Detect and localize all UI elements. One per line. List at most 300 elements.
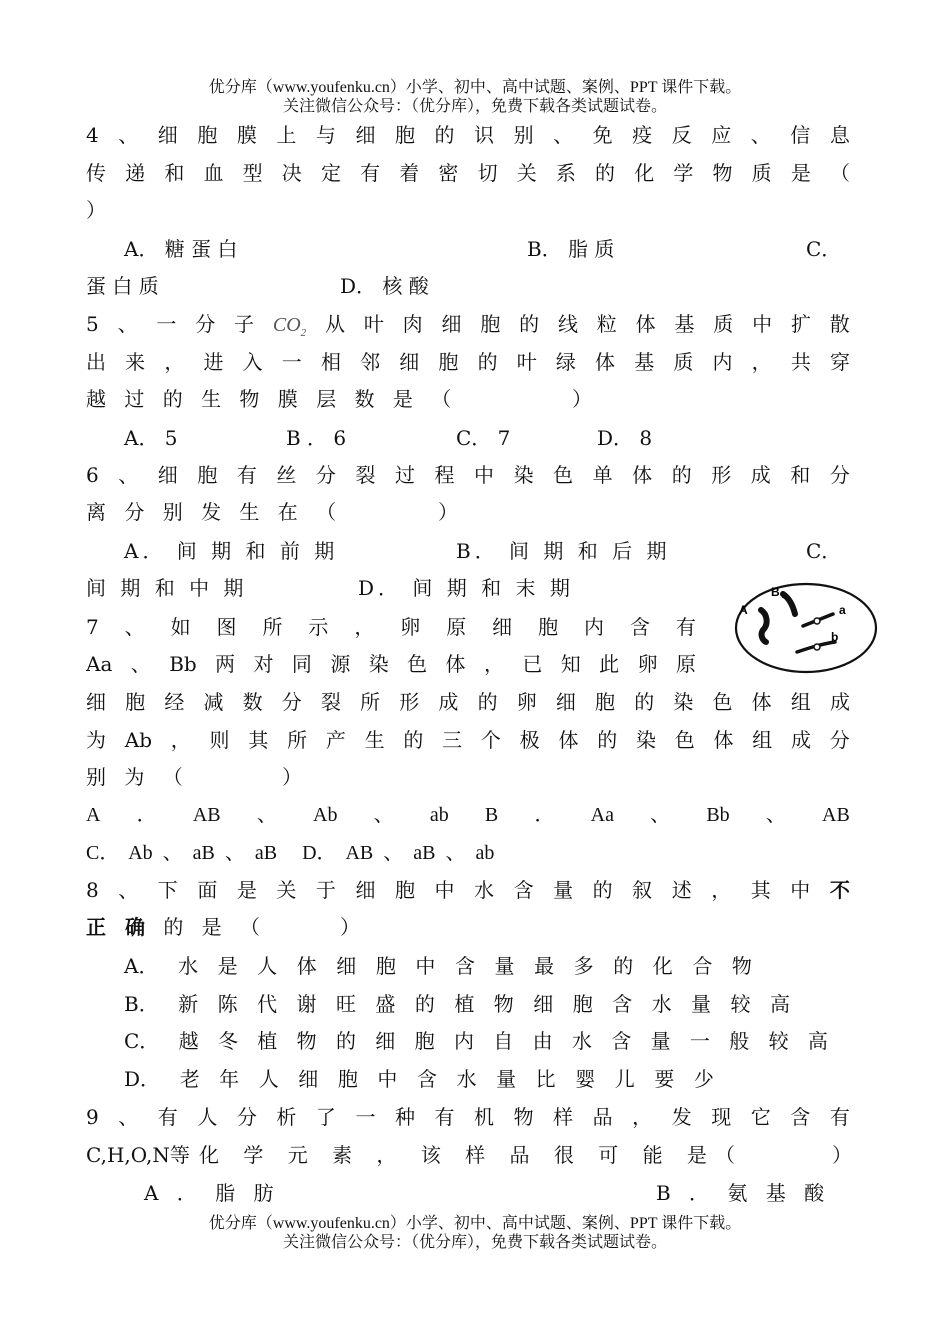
footer-line-1: 优分库（www.youfenku.cn）小学、初中、高中试题、案例、PPT 课件下载。 bbox=[208, 1215, 742, 1232]
text-token: 、 bbox=[118, 1105, 139, 1129]
text-token: 进 bbox=[203, 350, 224, 374]
label-B: B bbox=[771, 585, 780, 599]
text-token: 裂 bbox=[355, 463, 376, 487]
q7-close-paren: ） bbox=[282, 765, 302, 789]
text-token: 品 bbox=[592, 1105, 613, 1129]
text-token: 组 bbox=[790, 690, 811, 714]
text-token: 色 bbox=[553, 463, 574, 487]
q7-line-1 bbox=[86, 614, 696, 640]
text-token: 含 bbox=[611, 1029, 632, 1053]
text-token: 要 bbox=[654, 1067, 675, 1091]
q8-close-paren: ） bbox=[340, 915, 360, 939]
text-token: 胞 bbox=[438, 350, 459, 374]
text-token: 体 bbox=[558, 728, 579, 752]
text-token: 陈 bbox=[217, 992, 238, 1016]
q8-line-1 bbox=[86, 877, 850, 903]
text-token: 三 bbox=[442, 728, 463, 752]
text-token: 产 bbox=[325, 728, 346, 752]
text-token: 质 bbox=[713, 312, 734, 336]
text-token: 细 bbox=[86, 690, 106, 714]
text-token: 它 bbox=[750, 1105, 771, 1129]
text-token: 型 bbox=[242, 161, 263, 185]
text-token: 谢 bbox=[296, 992, 317, 1016]
text-token: 绿 bbox=[555, 350, 576, 374]
text-token: 则 bbox=[209, 728, 230, 752]
q9-line-2: 化 学 元 素 ， 该 样 品 很 可 能 是 bbox=[199, 1143, 716, 1167]
text-token: 经 bbox=[164, 690, 185, 714]
text-token: 代 bbox=[257, 992, 278, 1016]
text-token: 为 bbox=[86, 728, 106, 752]
text-token: 细 bbox=[533, 992, 554, 1016]
text-token: 量 bbox=[650, 1029, 671, 1053]
text-token: 此 bbox=[599, 652, 620, 676]
text-token: 量 bbox=[496, 1067, 517, 1091]
q9-line-1 bbox=[86, 1104, 850, 1130]
text-token: 组 bbox=[752, 728, 773, 752]
text-token: 旺 bbox=[335, 992, 356, 1016]
text-token: 免 bbox=[592, 123, 613, 147]
co2-formula: $CO_2$ bbox=[272, 314, 307, 339]
text-token: 胞 bbox=[197, 463, 218, 487]
q9-close-paren: ） bbox=[832, 1143, 852, 1167]
text-token: 物 bbox=[513, 1105, 534, 1129]
text-token: 多 bbox=[573, 954, 594, 978]
text-token: 述 bbox=[671, 878, 692, 902]
text-token: 着 bbox=[399, 161, 420, 185]
text-token: 内 bbox=[712, 350, 733, 374]
q4-line-1 bbox=[86, 122, 850, 148]
text-token: 出 bbox=[86, 350, 106, 374]
text-token: 细 bbox=[157, 123, 178, 147]
text-token: 、 bbox=[650, 804, 671, 826]
text-token: A bbox=[86, 804, 101, 826]
text-token: 中 bbox=[752, 312, 773, 336]
text-token: 、 bbox=[373, 804, 394, 826]
text-token: 细 bbox=[399, 350, 420, 374]
text-token: 水 bbox=[651, 992, 672, 1016]
text-token: 细 bbox=[355, 123, 376, 147]
text-token: 现 bbox=[711, 1105, 732, 1129]
text-token: 体 bbox=[445, 652, 466, 676]
text-token: 物 bbox=[731, 954, 752, 978]
text-token: 、 bbox=[256, 804, 277, 826]
text-token: 体 bbox=[595, 350, 616, 374]
text-token: （ bbox=[829, 161, 850, 185]
text-token: 年 bbox=[219, 1067, 240, 1091]
text-token: 的 bbox=[403, 728, 424, 752]
text-token: 裂 bbox=[320, 690, 341, 714]
text-token: 较 bbox=[730, 992, 751, 1016]
text-token: 细 bbox=[555, 690, 576, 714]
text-token: 体 bbox=[296, 954, 317, 978]
text-token: 邻 bbox=[360, 350, 381, 374]
text-token: 老 bbox=[179, 1067, 200, 1091]
label-b: b bbox=[831, 630, 839, 644]
text-token: ， bbox=[632, 1105, 653, 1129]
text-token: 疫 bbox=[632, 123, 653, 147]
text-token: 植 bbox=[257, 1029, 278, 1053]
text-token: 最 bbox=[534, 954, 555, 978]
text-token: 别 bbox=[513, 123, 534, 147]
text-token: B bbox=[484, 804, 499, 826]
text-token: 卵 bbox=[637, 652, 658, 676]
text-token: 有 bbox=[236, 463, 257, 487]
text-token: 细 bbox=[336, 954, 357, 978]
text-token: 过 bbox=[394, 463, 415, 487]
text-token: 5 bbox=[86, 312, 99, 336]
text-token: 相 bbox=[320, 350, 341, 374]
text-token: 胞 bbox=[394, 878, 415, 902]
text-token: D． bbox=[124, 1067, 161, 1091]
text-token: 胞 bbox=[595, 690, 616, 714]
text-token: 体 bbox=[632, 463, 653, 487]
text-token: 4 bbox=[86, 123, 99, 147]
text-token: 原 bbox=[675, 652, 696, 676]
text-token: 学 bbox=[673, 161, 694, 185]
text-token: 盛 bbox=[375, 992, 396, 1016]
text-token: 图 bbox=[216, 615, 237, 639]
text-token: ， bbox=[751, 350, 772, 374]
text-token: 量 bbox=[553, 878, 574, 902]
text-token: 、 bbox=[118, 463, 139, 487]
text-token: 一 bbox=[281, 350, 302, 374]
text-token: 原 bbox=[446, 615, 467, 639]
text-token: AB bbox=[192, 804, 221, 826]
q8-line-2 bbox=[86, 914, 266, 940]
text-token: 由 bbox=[532, 1029, 553, 1053]
text-token: 含 bbox=[454, 954, 475, 978]
q4-option-b: B． 脂 质 bbox=[527, 237, 615, 261]
text-token: 是 bbox=[217, 954, 238, 978]
text-token: 冬 bbox=[217, 1029, 238, 1053]
text-token: 成 bbox=[438, 690, 459, 714]
text-token: 知 bbox=[560, 652, 581, 676]
q5-line-3: 越 过 的 生 物 膜 层 数 是 （ bbox=[86, 387, 458, 411]
text-token: 少 bbox=[693, 1067, 714, 1091]
text-token: 程 bbox=[434, 463, 455, 487]
text-token: 胞 bbox=[394, 123, 415, 147]
text-token: 7 bbox=[86, 615, 99, 639]
text-token: 析 bbox=[276, 1105, 297, 1129]
text-token: 胞 bbox=[480, 312, 501, 336]
text-token: 上 bbox=[276, 123, 297, 147]
text-token: 有 bbox=[434, 1105, 455, 1129]
page-header bbox=[0, 78, 950, 116]
text-token: AB bbox=[822, 804, 850, 826]
text-token: 体 bbox=[635, 312, 656, 336]
q6-option-b: B． 间 期 和 后 期 bbox=[456, 539, 671, 563]
text-token: 水 bbox=[178, 954, 199, 978]
text-token: 的 bbox=[477, 690, 498, 714]
text-token: 是 bbox=[236, 878, 257, 902]
text-token: 染 bbox=[635, 728, 656, 752]
text-token: 从 bbox=[325, 312, 345, 336]
text-token: 胞 bbox=[375, 954, 396, 978]
q9-open-paren: （ bbox=[715, 1143, 735, 1167]
text-token: 的 bbox=[613, 954, 634, 978]
text-token: 所 bbox=[287, 728, 308, 752]
text-token: 染 bbox=[513, 463, 534, 487]
text-token: 色 bbox=[407, 652, 428, 676]
q4-close-paren: ） bbox=[86, 198, 106, 222]
text-token: 细 bbox=[375, 1029, 396, 1053]
text-token: 定 bbox=[320, 161, 341, 185]
text-token: 胞 bbox=[337, 1067, 358, 1091]
text-token: 极 bbox=[519, 728, 540, 752]
text-token: 丝 bbox=[276, 463, 297, 487]
text-token: 量 bbox=[691, 992, 712, 1016]
text-token: 染 bbox=[673, 690, 694, 714]
text-token: 和 bbox=[790, 463, 811, 487]
text-token: C． bbox=[124, 1029, 160, 1053]
text-token: 物 bbox=[493, 992, 514, 1016]
text-token: 叙 bbox=[632, 878, 653, 902]
q9-option-a: A ． 脂 肪 bbox=[144, 1181, 280, 1205]
text-token: 内 bbox=[584, 615, 605, 639]
text-token: 的 bbox=[414, 992, 435, 1016]
text-token: ． bbox=[534, 804, 555, 826]
text-token: 一 bbox=[689, 1029, 710, 1053]
q7-line-2 bbox=[86, 651, 696, 677]
text-token: 面 bbox=[197, 878, 218, 902]
text-token: 应 bbox=[711, 123, 732, 147]
text-token: 形 bbox=[399, 690, 420, 714]
q4-line-2 bbox=[86, 160, 850, 186]
text-token: A． bbox=[124, 954, 159, 978]
text-token: 息 bbox=[829, 123, 850, 147]
text-token: 叶 bbox=[363, 312, 384, 336]
text-token: 细 bbox=[355, 878, 376, 902]
text-token: 切 bbox=[477, 161, 498, 185]
text-token: 形 bbox=[711, 463, 732, 487]
text-token: 示 bbox=[308, 615, 329, 639]
label-A: A bbox=[739, 603, 748, 617]
text-token: 了 bbox=[315, 1105, 336, 1129]
text-token: 成 bbox=[791, 728, 812, 752]
q6-option-a: A． 间 期 和 前 期 bbox=[124, 539, 339, 563]
text-token: ， bbox=[170, 728, 191, 752]
q6-line-2: 离 分 别 发 生 在 （ bbox=[86, 500, 343, 524]
text-token: 其 bbox=[750, 878, 771, 902]
text-token: ， bbox=[164, 350, 185, 374]
text-token: 散 bbox=[829, 312, 850, 336]
text-token: 比 bbox=[535, 1067, 556, 1091]
text-token: 的 bbox=[477, 350, 498, 374]
text-token: 色 bbox=[674, 728, 695, 752]
q9-option-b: B ． 氨 基 酸 bbox=[656, 1181, 831, 1205]
q8-emphasis: 正 确 bbox=[86, 915, 151, 939]
q7-options-cd: C． Ab 、 aB 、 aB D． AB 、 aB 、 ab bbox=[86, 842, 495, 864]
text-token: 的 bbox=[592, 878, 613, 902]
text-token: 化 bbox=[634, 161, 655, 185]
text-token: 下 bbox=[157, 878, 178, 902]
text-token: 种 bbox=[394, 1105, 415, 1129]
text-token: 成 bbox=[750, 463, 771, 487]
text-token: 质 bbox=[673, 350, 694, 374]
text-token: 发 bbox=[671, 1105, 692, 1129]
text-token: 单 bbox=[592, 463, 613, 487]
text-token: 、 bbox=[117, 312, 138, 336]
text-token: 的 bbox=[519, 312, 540, 336]
text-token: 9 bbox=[86, 1105, 99, 1129]
text-token: 合 bbox=[692, 954, 713, 978]
text-token: 关 bbox=[516, 161, 537, 185]
text-token: 生 bbox=[364, 728, 385, 752]
text-token: Bb bbox=[169, 652, 197, 676]
chromosome-A bbox=[761, 610, 767, 642]
header-line-1: 优分库（www.youfenku.cn）小学、初中、高中试题、案例、PPT 课件下载。 bbox=[208, 79, 742, 96]
text-token: 、 bbox=[553, 123, 574, 147]
text-token: 所 bbox=[360, 690, 381, 714]
text-token: 样 bbox=[553, 1105, 574, 1129]
text-token: 有 bbox=[157, 1105, 178, 1129]
text-token: 分 bbox=[236, 1105, 257, 1129]
text-token: 分 bbox=[315, 463, 336, 487]
text-token: 胞 bbox=[572, 992, 593, 1016]
text-token: 8 bbox=[86, 878, 99, 902]
text-token: 的 bbox=[434, 123, 455, 147]
text-token: 6 bbox=[86, 463, 99, 487]
text-token: 信 bbox=[790, 123, 811, 147]
q8-stem-end: 的 是 （ bbox=[163, 915, 267, 939]
q7-line-5: 别 为 （ bbox=[86, 765, 189, 789]
text-token: 人 bbox=[257, 954, 278, 978]
q4-option-d: D． 核 酸 bbox=[340, 274, 429, 298]
oocyte-chromosome-diagram bbox=[733, 580, 879, 676]
q4-option-c: C． bbox=[806, 237, 842, 261]
q8-option-a bbox=[124, 953, 752, 979]
text-token: 胞 bbox=[197, 123, 218, 147]
text-token: 水 bbox=[456, 1067, 477, 1091]
text-token: 高 bbox=[807, 1029, 828, 1053]
text-token: 成 bbox=[829, 690, 850, 714]
text-token: 线 bbox=[557, 312, 578, 336]
text-token: 已 bbox=[522, 652, 543, 676]
text-token: 其 bbox=[248, 728, 269, 752]
text-token: Ab bbox=[124, 728, 153, 752]
text-token: 色 bbox=[712, 690, 733, 714]
q6-line-1 bbox=[86, 462, 850, 488]
text-token: 水 bbox=[571, 1029, 592, 1053]
text-token: 密 bbox=[438, 161, 459, 185]
text-token: 含 bbox=[612, 992, 633, 1016]
q6-close-paren: ） bbox=[438, 500, 458, 524]
text-token: 胞 bbox=[538, 615, 559, 639]
text-token: 中 bbox=[377, 1067, 398, 1091]
text-token: 来 bbox=[125, 350, 146, 374]
text-token: 、 bbox=[765, 804, 786, 826]
q8-option-c bbox=[124, 1028, 828, 1054]
text-token: ， bbox=[711, 878, 732, 902]
text-token: 源 bbox=[330, 652, 351, 676]
text-token: 叶 bbox=[516, 350, 537, 374]
text-token: 中 bbox=[434, 878, 455, 902]
text-token: Ab bbox=[313, 804, 338, 826]
q6-option-c-text: 间 期 和 中 期 bbox=[86, 576, 248, 600]
q5-option-d: D． 8 bbox=[597, 426, 653, 450]
text-token: 中 bbox=[474, 463, 495, 487]
text-token: 体 bbox=[713, 728, 734, 752]
text-token: 的 bbox=[597, 728, 618, 752]
q5-option-c: C． 7 bbox=[456, 426, 511, 450]
text-token: 般 bbox=[729, 1029, 750, 1053]
text-token: 膜 bbox=[236, 123, 257, 147]
q6-option-d: D． 间 期 和 末 期 bbox=[358, 576, 574, 600]
text-token: 反 bbox=[671, 123, 692, 147]
text-token: 穿 bbox=[829, 350, 850, 374]
text-token: 粒 bbox=[596, 312, 617, 336]
text-token: 分 bbox=[195, 312, 216, 336]
text-token: 关 bbox=[276, 878, 297, 902]
text-token: 自 bbox=[493, 1029, 514, 1053]
text-token: 中 bbox=[790, 878, 811, 902]
text-token: 质 bbox=[751, 161, 772, 185]
text-token: 、 bbox=[118, 878, 139, 902]
q5-line-1 bbox=[86, 311, 850, 346]
text-token: 机 bbox=[474, 1105, 495, 1129]
text-token: 卵 bbox=[400, 615, 421, 639]
text-token: 较 bbox=[768, 1029, 789, 1053]
q8-option-b bbox=[124, 991, 790, 1017]
header-line-2: 关注微信公众号：（优分库），免费下载各类试题试卷。 bbox=[282, 98, 667, 115]
text-token: 肉 bbox=[402, 312, 423, 336]
q5-option-b: B ． 6 bbox=[286, 426, 347, 450]
text-token: 染 bbox=[368, 652, 389, 676]
footer-line-2: 关注微信公众号：（优分库），免费下载各类试题试卷。 bbox=[282, 1234, 667, 1251]
text-token: B． bbox=[124, 992, 159, 1016]
text-token: Aa bbox=[86, 652, 113, 676]
text-token: 越 bbox=[178, 1029, 199, 1053]
q7-options-ab bbox=[86, 802, 850, 828]
q6-option-c: C． bbox=[806, 539, 842, 563]
text-token: 共 bbox=[790, 350, 811, 374]
text-token: 新 bbox=[178, 992, 199, 1016]
text-token: 有 bbox=[360, 161, 381, 185]
text-token: ， bbox=[483, 652, 504, 676]
text-token: ab bbox=[429, 804, 449, 826]
text-token: 含 bbox=[790, 1105, 811, 1129]
text-token: 和 bbox=[164, 161, 185, 185]
cell-outline bbox=[736, 584, 876, 672]
text-token: 量 bbox=[494, 954, 515, 978]
text-token: 对 bbox=[253, 652, 274, 676]
text-token: 数 bbox=[242, 690, 263, 714]
text-token: 递 bbox=[125, 161, 146, 185]
text-token: 、 bbox=[124, 615, 145, 639]
text-token: 细 bbox=[492, 615, 513, 639]
text-token: 体 bbox=[751, 690, 772, 714]
text-token: 分 bbox=[281, 690, 302, 714]
q7-line-4 bbox=[86, 727, 850, 753]
text-token: 含 bbox=[416, 1067, 437, 1091]
text-token: 含 bbox=[629, 615, 650, 639]
text-token: 细 bbox=[441, 312, 462, 336]
text-token: 分 bbox=[829, 463, 850, 487]
text-token: 个 bbox=[480, 728, 501, 752]
text-token: 一 bbox=[156, 312, 177, 336]
text-token: 有 bbox=[829, 1105, 850, 1129]
text-token: 入 bbox=[242, 350, 263, 374]
q4-option-c-text: 蛋 白 质 bbox=[86, 274, 159, 298]
q5-option-a: A． 5 bbox=[124, 426, 178, 450]
text-token: 分 bbox=[829, 728, 850, 752]
text-token: 不 bbox=[829, 878, 850, 902]
text-token: 物 bbox=[296, 1029, 317, 1053]
text-token: 子 bbox=[234, 312, 255, 336]
text-token: 人 bbox=[197, 1105, 218, 1129]
text-token: 一 bbox=[355, 1105, 376, 1129]
text-token: 、 bbox=[750, 123, 771, 147]
